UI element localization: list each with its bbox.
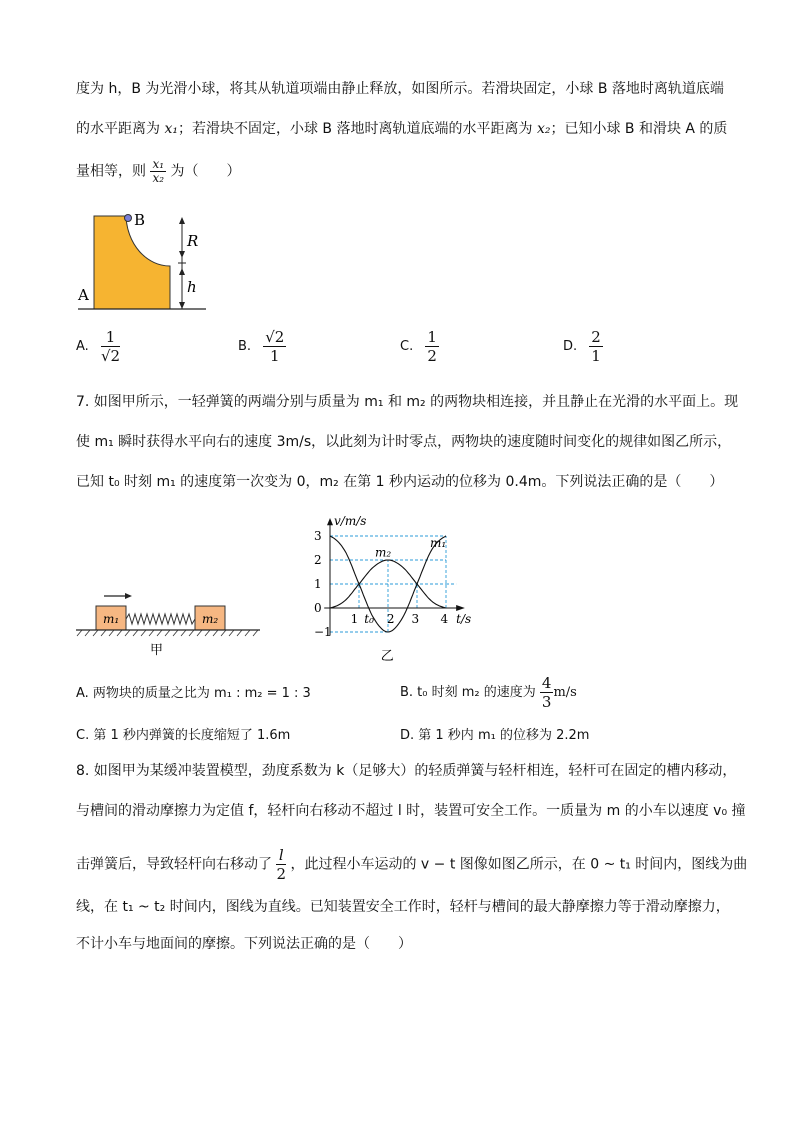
chart-x-tick-label: 3 [411,612,420,626]
q6-option-a-letter: A. [76,339,89,354]
chart-y-tick-label: 0 [314,601,322,615]
chart-x-axis-arrow [456,605,465,611]
q6-option-c-letter: C. [400,339,414,354]
q6-option-b[interactable] [238,328,286,365]
q6-label-a: A [78,286,89,304]
q6-line-3 [76,158,240,185]
q6-slider-block [94,216,170,309]
q7-vt-chart [300,508,500,664]
q7-option-c[interactable]: C. 第 1 秒内弹簧的长度缩短了 1.6m [76,728,291,743]
q6-option-a-den: √2 [100,347,121,365]
q6-option-c-den: 2 [427,347,437,365]
q8-line-3 [76,846,747,883]
q7-spring [126,614,195,624]
q7-figure-jia [74,588,264,660]
q6-option-d[interactable] [563,328,603,365]
q8-line-3-a: 击弹簧后，导致轻杆向右移动了 [76,856,272,873]
q6-line-3-a: 量相等，则 [76,163,146,180]
chart-y-tick-label: 2 [314,553,322,567]
q6-x2: x₂ [536,121,551,137]
chart-y-tick-label: 1 [314,577,322,591]
q6-option-c-num: 1 [427,328,437,346]
q7-option-b-num: 4 [541,674,552,692]
chart-series-label-m2: m₂ [374,545,392,560]
q6-dim-arrow-mid-up [179,251,185,258]
q7-line-3: 已知 t₀ 时刻 m₁ 的速度第一次变为 0，m₂ 在第 1 秒内运动的位移为 0.4m。下列说法正确的是（ ） [76,474,724,490]
q6-option-b-den: 1 [269,347,280,365]
q6-ratio-den: x₂ [152,171,165,185]
q6-option-d-letter: D. [563,339,578,354]
q6-x1: x₁ [164,121,178,137]
q6-line-2 [76,120,727,138]
q7-label-m1: m₁ [103,612,120,626]
chart-x-axis-label: t/s [456,612,472,626]
q6-dim-arrow-mid-down [179,268,185,275]
q6-line-2-c: ；已知小球 B 和滑块 A 的质 [550,121,728,137]
q7-velocity-arrowhead [125,593,132,599]
q8-fraction-num: l [276,846,286,865]
q6-option-c[interactable] [400,328,439,365]
chart-y-tick-label: −1 [314,625,332,639]
q7-option-a[interactable]: A. 两物块的质量之比为 m₁ : m₂ = 1 : 3 [76,686,311,701]
q6-option-a[interactable] [76,328,120,365]
chart-caption: 乙 [380,649,394,664]
chart-y-axis-label: v/m/s [334,514,367,529]
q6-dim-arrow-top [179,217,185,224]
q7-floor-hatch [77,630,258,636]
q8-line-4: 线，在 t₁ ~ t₂ 时间内，图线为直线。已知装置安全工作时，轻杆与槽间的最大静摩擦力等于滑动摩擦力， [76,899,730,915]
chart-y-axis-arrow [327,518,333,525]
q6-option-b-letter: B. [238,339,252,354]
q6-line-3-b: 为（ ） [170,163,241,180]
q7-line-1: 7. 如图甲所示，一轻弹簧的两端分别与质量为 m₁ 和 m₂ 的两物块相连接，并且静止在光滑的水平面上。现 [76,394,739,410]
q6-option-b-num: √2 [265,328,285,346]
q6-ball [125,215,132,222]
chart-x-tick-label: 2 [386,612,395,626]
q7-option-d[interactable]: D. 第 1 秒内 m₁ 的位移为 2.2m [400,728,590,743]
q8-line-2: 与槽间的滑动摩擦力为定值 f，轻杆向右移动不超过 l 时，装置可安全工作。一质量为 m 的小车以速度 v₀ 撞 [76,803,746,819]
q7-option-b-den: 3 [541,693,552,711]
q7-caption-jia: 甲 [150,643,164,658]
q8-line-1: 8. 如图甲为某缓冲装置模型，劲度系数为 k（足够大）的轻质弹簧与轻杆相连，轻杆可在固定的槽内移动， [76,763,737,779]
q6-line-2-b: ；若滑块不固定，小球 B 落地时离轨道底端的水平距离为 [177,121,537,137]
q6-option-a-num: 1 [101,328,120,347]
q6-ratio-num: x₁ [152,157,165,171]
q6-dim-arrow-bottom [179,302,185,309]
q7-label-m2: m₂ [202,612,219,626]
q6-option-d-den: 1 [591,347,601,365]
q6-label-h: h [187,278,197,296]
q7-option-b-text: B. t₀ 时刻 m₂ 的速度为 [400,685,536,700]
q6-track-figure [74,206,214,316]
q7-line-2: 使 m₁ 瞬时获得水平向右的速度 3m/s，以此刻为计时零点，两物块的速度随时间变化的规律如图乙所示， [76,434,732,450]
q8-line-3-b: ，此过程小车运动的 v − t 图像如图乙所示，在 0 ~ t₁ 时间内，图线为曲 [290,856,748,873]
q6-ratio-fraction [150,158,166,185]
q8-fraction-den: 2 [276,865,286,883]
q6-label-b: B [134,211,146,229]
chart-x-tick-label: 4 [440,612,449,626]
q6-label-r: R [187,232,199,250]
chart-x-tick-label: t₀ [364,612,374,626]
chart-y-tick-label: 3 [314,529,322,543]
q7-option-b-unit: m/s [553,685,577,700]
q6-option-d-num: 2 [591,328,601,346]
chart-series-label-m1: m₁ [430,535,447,550]
q6-line-2-a: 的水平距离为 [76,121,165,137]
q7-option-b[interactable] [400,674,577,711]
q8-line-5: 不计小车与地面间的摩擦。下列说法正确的是（ ） [76,936,412,952]
q6-line-1: 度为 h，B 为光滑小球，将其从轨道项端由静止释放，如图所示。若滑块固定，小球 B 落地时离轨道底端 [76,81,724,97]
chart-x-tick-label: 1 [350,612,359,626]
